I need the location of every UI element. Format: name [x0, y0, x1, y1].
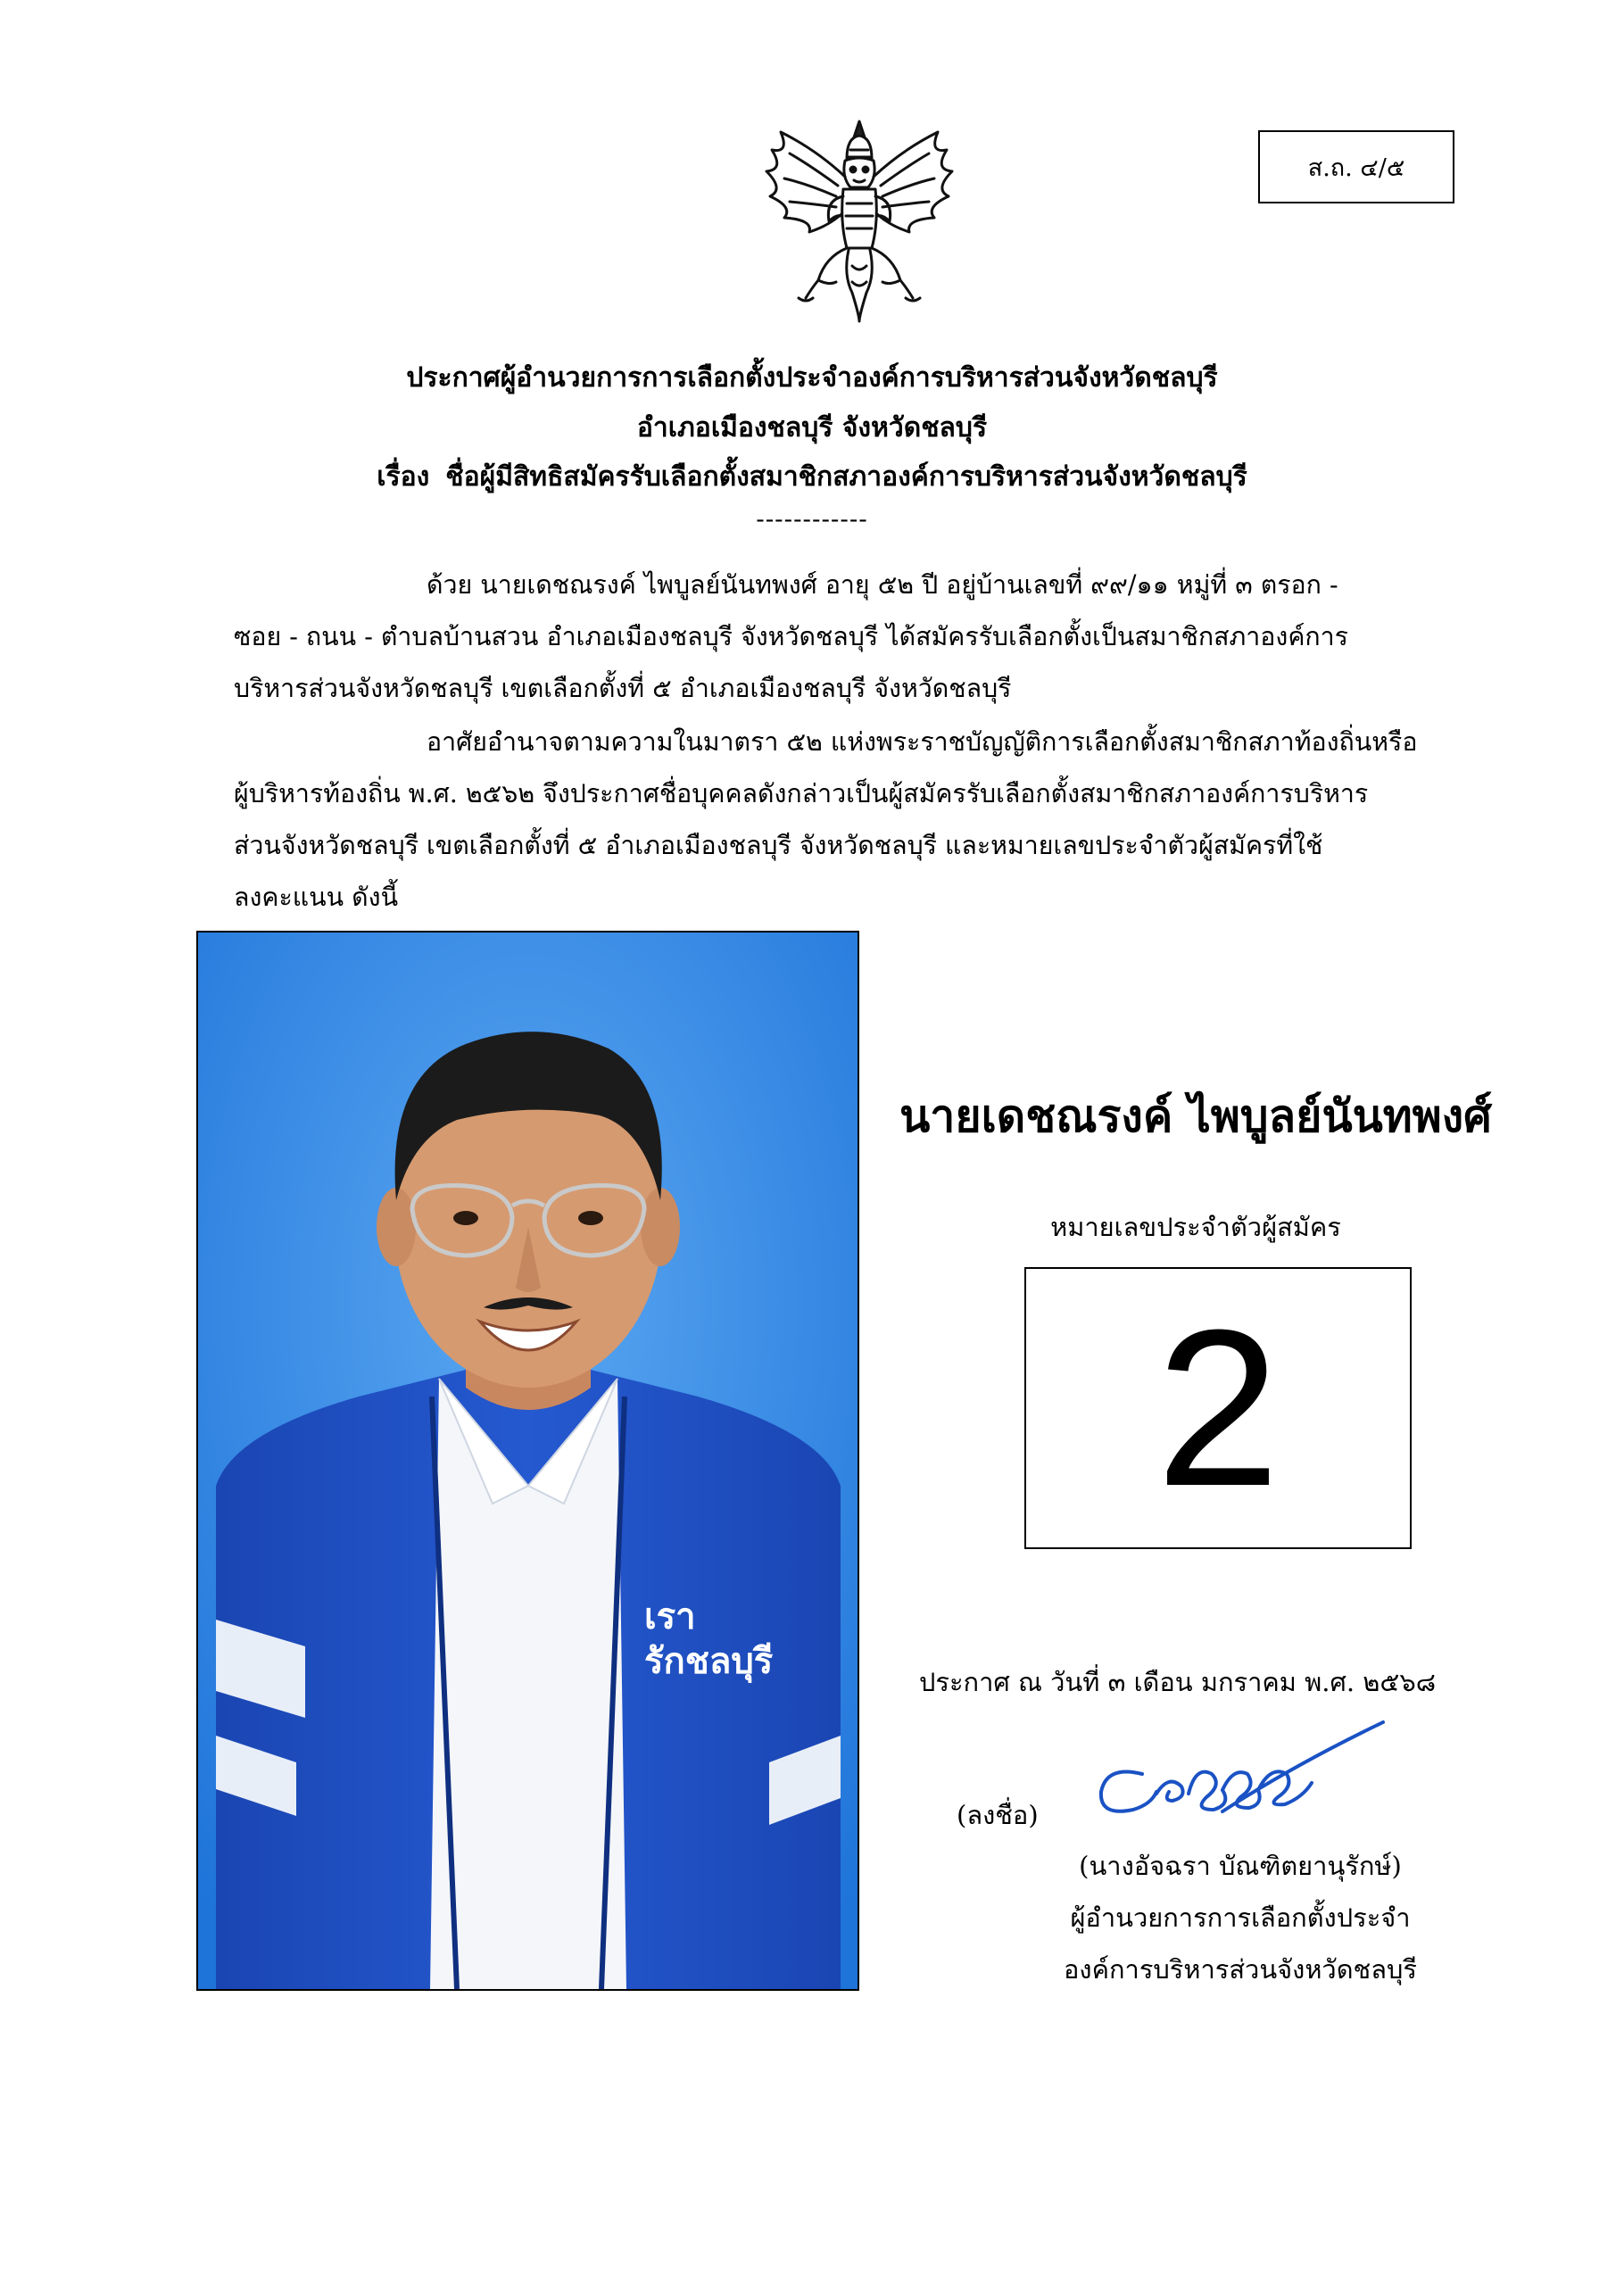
jacket-logo-line-1: เรา	[644, 1597, 696, 1637]
paragraph-2-line-2: ผู้บริหารท้องถิ่น พ.ศ. ๒๕๖๒ จึงประกาศชื่อบุคคลดังกล่าวเป็นผู้สมัครรับเลือกตั้งสมาชิกสภาองค์การบริหาร	[234, 779, 1369, 808]
paragraph-1-line-1: ด้วย นายเดชณรงค์ ไพบูลย์นันทพงศ์ อายุ ๕๒ ปี อยู่บ้านเลขที่ ๙๙/๑๑ หมู่ที่ ๓ ตรอก -	[427, 570, 1338, 600]
paragraph-1-line-2: ซอย - ถนน - ตำบลบ้านสวน อำเภอเมืองชลบุรี จังหวัดชลบุรี ได้สมัครรับเลือกตั้งเป็นสมาชิกสภาองค์การ	[234, 622, 1348, 651]
signature-label: (ลงชื่อ)	[957, 1800, 1039, 1830]
candidate-name: นายเดชณรงค์ ไพบูลย์นันทพงศ์	[899, 1090, 1492, 1142]
paragraph-2-line-1: อาศัยอำนาจตามความในมาตรา ๕๒ แห่งพระราชบัญญัติการเลือกตั้งสมาชิกสภาท้องถิ่นหรือ	[427, 727, 1418, 757]
form-code-box	[1258, 130, 1454, 203]
paragraph-1-line-3: บริหารส่วนจังหวัดชลบุรี เขตเลือกตั้งที่ ๕ อำเภอเมืองชลบุรี จังหวัดชลบุรี	[234, 674, 1012, 703]
subject-label: เรื่อง	[377, 461, 430, 493]
garuda-emblem-icon	[754, 114, 965, 325]
subject-text: ชื่อผู้มีสิทธิสมัครรับเลือกตั้งสมาชิกสภาองค์การบริหารส่วนจังหวัดชลบุรี	[445, 461, 1247, 493]
jacket-logo-line-2: รักชลบุรี	[644, 1642, 774, 1681]
announcement-date: ประกาศ ณ วันที่ ๓ เดือน มกราคม พ.ศ. ๒๕๖๘	[919, 1667, 1437, 1697]
candidate-number-box	[1024, 1267, 1412, 1549]
signer-name: (นางอัจฉรา บัณฑิตยานุรักษ์)	[1079, 1851, 1402, 1881]
candidate-number-label: หมายเลขประจำตัวผู้สมัคร	[1050, 1212, 1341, 1242]
header-separator: ------------	[756, 504, 868, 534]
header-title: ประกาศผู้อำนวยการการเลือกตั้งประจำองค์การบริหารส่วนจังหวัดชลบุรี	[406, 362, 1218, 394]
signer-role-line-1: ผู้อำนวยการการเลือกตั้งประจำ	[1070, 1902, 1411, 1933]
header-district: อำเภอเมืองชลบุรี จังหวัดชลบุรี	[636, 412, 988, 443]
candidate-portrait-icon	[198, 932, 858, 1989]
signer-role-line-2: องค์การบริหารส่วนจังหวัดชลบุรี	[1064, 1954, 1417, 1985]
form-code: ส.ถ. ๔/๕	[1307, 153, 1405, 182]
candidate-number: 2	[1156, 1283, 1280, 1532]
candidate-photo	[196, 931, 859, 1991]
paragraph-2-line-4: ลงคะแนน ดังนี้	[234, 883, 399, 912]
paragraph-2-line-3: ส่วนจังหวัดชลบุรี เขตเลือกตั้งที่ ๕ อำเภอเมืองชลบุรี จังหวัดชลบุรี และหมายเลขประจำตัวผู้สมัครที่ใช้	[234, 831, 1323, 860]
handwritten-signature-icon	[1089, 1712, 1396, 1828]
header-subject	[0, 456, 1624, 498]
